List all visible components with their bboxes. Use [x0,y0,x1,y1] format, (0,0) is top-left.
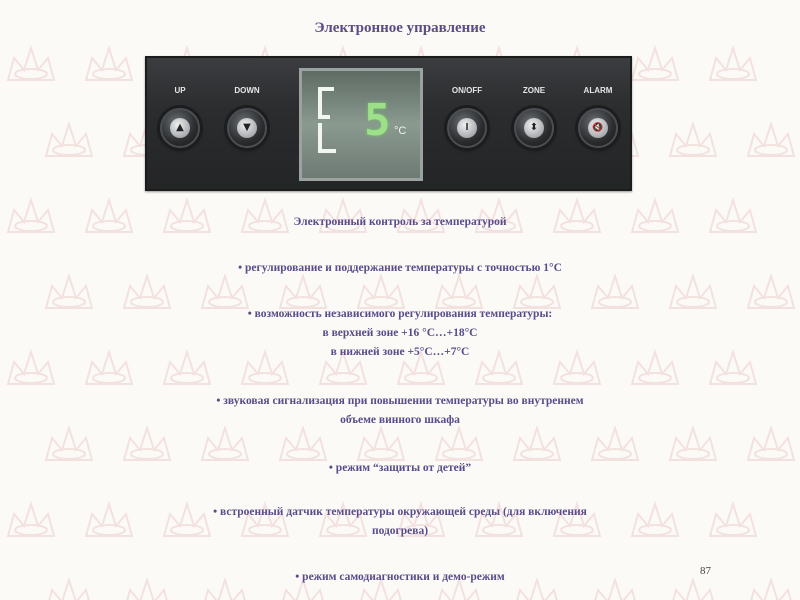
list-item-subline: в верхней зоне +16 °С…+18°С [322,327,478,339]
onoff-label: ON/OFF [451,86,483,95]
list-item-subline: объеме винного шкафа [340,414,460,426]
page-title: Электронное управление [314,20,486,36]
alarm-button[interactable] [578,108,618,148]
power-button[interactable] [447,108,487,148]
temperature-value: 5 [364,95,391,146]
down-label: DOWN [234,86,260,95]
crown-logo-icon [2,40,60,88]
list-item: • режим “защиты от детей” [328,462,472,474]
alarm-mute-icon: 🔇 [592,122,604,133]
list-item-subline: подогрева) [371,525,429,537]
zone-switch-icon: ⬍ [529,122,539,133]
up-arrow-icon: ▲ [176,122,184,133]
list-item: • возможность независимого регулирования температуры: [247,308,553,320]
power-icon: I [465,122,469,133]
crown-logo-icon [118,420,176,468]
crown-logo-icon [742,420,800,468]
crown-logo-icon [626,40,684,88]
crown-logo-icon [704,40,762,88]
up-button[interactable] [160,108,200,148]
crown-logo-icon [40,420,98,468]
control-panel [145,56,632,191]
list-item: • встроенный датчик температуры окружающей среды (для включения [213,506,587,518]
list-item: • режим самодиагностики и демо-режим [295,571,505,583]
crown-logo-icon [196,420,254,468]
crown-logo-icon [742,116,800,164]
crown-logo-icon [586,420,644,468]
crown-logo-icon [352,420,410,468]
crown-logo-icon [274,420,332,468]
temperature-display [299,68,423,181]
crown-logo-icon [80,40,138,88]
crown-logo-icon [664,420,722,468]
list-item: • звуковая сигнализация при повышении температуры во внутреннем [216,395,584,407]
down-arrow-icon: ▼ [243,122,251,133]
list-item-subline: в нижней зоне +5°С…+7°С [330,346,470,358]
crown-logo-icon [430,420,488,468]
zone-e-bracket-icon [314,85,344,155]
up-label: UP [174,86,186,95]
crown-logo-icon [508,420,566,468]
list-item: • регулирование и поддержание температуры с точностью 1°С [238,262,562,274]
crown-logo-icon [664,116,722,164]
section-heading: Электронный контроль за температурой [293,216,507,228]
zone-button[interactable] [514,108,554,148]
alarm-label: ALARM [583,86,613,95]
temperature-unit: °C [394,125,407,137]
down-button[interactable] [227,108,267,148]
zone-label: ZONE [522,86,546,95]
crown-logo-icon [40,116,98,164]
page-number: 87 [700,565,711,577]
